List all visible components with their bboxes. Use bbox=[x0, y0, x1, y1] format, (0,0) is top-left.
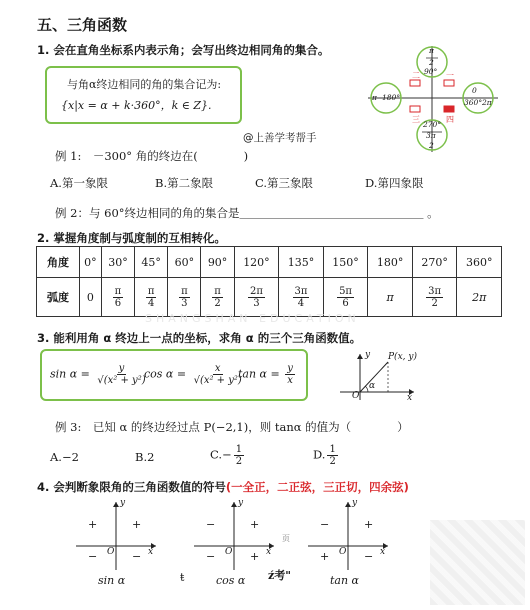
quadrant-mark-4: 四 bbox=[446, 115, 454, 124]
degree-cell: 135° bbox=[279, 247, 324, 278]
top-deg: 90° bbox=[424, 67, 438, 76]
trig-formula-box bbox=[40, 349, 308, 401]
radian-cell: $\frac{\pi}{2}$ bbox=[201, 278, 234, 317]
sign-graph-caption: sin α bbox=[98, 574, 126, 587]
example1-option-d: D.第四象限 bbox=[365, 176, 424, 190]
radian-cell: $\frac{\pi}{6}$ bbox=[101, 278, 134, 317]
left-deg: 180° bbox=[382, 93, 401, 102]
bottom-deg: 270° bbox=[423, 120, 442, 129]
item3-heading: 3. 能利用角 α 终边上一点的坐标，求角 α 的三个三角函数值。 bbox=[37, 331, 362, 345]
coterminal-set-box bbox=[45, 66, 242, 124]
radian-cell: $\frac{5\pi}{6}$ bbox=[323, 278, 368, 317]
stray-mark-left: ŧ bbox=[180, 571, 185, 584]
bottom-den: 2 bbox=[429, 141, 434, 150]
sin-formula-frac: $\frac{y}{\text{√(x² + y²)}}$ bbox=[97, 363, 146, 386]
sign-graph-cos: y x O + − − + cos α bbox=[190, 496, 278, 592]
item4-heading: 4. 会判断象限角的三角函数值的符号(一全正，二正弦，三正切，四余弦) bbox=[37, 480, 409, 494]
radian-cell: 2π bbox=[457, 278, 502, 317]
point-diagram-labels bbox=[338, 350, 418, 402]
radian-row-label: 弧度 bbox=[37, 278, 80, 317]
pad-point-label: P(x, y) bbox=[388, 352, 417, 362]
example1-option-b: B.第二象限 bbox=[155, 176, 214, 190]
tan-formula-lhs: tan α = bbox=[238, 367, 280, 381]
example1-option-a: A.第一象限 bbox=[50, 176, 108, 190]
pad-y-label: y bbox=[365, 350, 371, 360]
example1-question: 例 1: －300° 角的终边在( ) bbox=[55, 149, 249, 163]
cos-formula-frac: $\frac{x}{\text{√(x² + y²)}}$ bbox=[193, 363, 242, 386]
degree-row bbox=[37, 247, 502, 278]
right-zero: 0 bbox=[472, 86, 477, 95]
top-num: π bbox=[429, 46, 434, 55]
example3-option-a: A.−2 bbox=[50, 450, 79, 464]
blurred-corner-overlay bbox=[430, 520, 525, 605]
pad-angle-label: α bbox=[369, 381, 376, 391]
pad-origin-label: O bbox=[352, 391, 360, 401]
radian-cell: $\frac{\pi}{3}$ bbox=[168, 278, 201, 317]
degree-cell: 45° bbox=[135, 247, 168, 278]
cos-formula-lhs: cos α = bbox=[144, 367, 187, 381]
radian-cell: $\frac{2\pi}{3}$ bbox=[234, 278, 279, 317]
degree-cell: 0° bbox=[80, 247, 102, 278]
sign-graph-sin: y x O + + − − sin α bbox=[72, 496, 160, 592]
degree-row-label: 角度 bbox=[37, 247, 80, 278]
quadrant-mark-3: 三 bbox=[412, 115, 420, 124]
item1-heading: 1. 会在直角坐标系内表示角；会写出终边相同角的集合。 bbox=[37, 43, 330, 57]
left-pi: π bbox=[372, 93, 377, 102]
radian-cell: 0 bbox=[80, 278, 102, 317]
right-deg: 360° bbox=[464, 98, 483, 107]
degree-cell: 90° bbox=[201, 247, 234, 278]
sign-graph-tan: y x O + − + − tan α bbox=[304, 496, 392, 592]
section-title: 五、三角函数 bbox=[37, 16, 128, 34]
credit-handle: @上善学考帮手 bbox=[243, 132, 317, 144]
stray-mark-mid: ź考" bbox=[268, 569, 291, 582]
example3-option-b: B.2 bbox=[135, 450, 155, 464]
degree-cell: 270° bbox=[412, 247, 457, 278]
bottom-num: 3π bbox=[426, 131, 436, 140]
radian-row bbox=[37, 278, 502, 317]
example2-question: 例 2：与 60°终边相同的角的集合是＿＿＿＿＿＿＿＿＿＿＿＿＿＿＿＿ 。 bbox=[55, 206, 439, 220]
item4-heading-rule: (一全正，二正弦，三正切，四余弦) bbox=[225, 480, 409, 494]
degree-cell: 180° bbox=[368, 247, 413, 278]
coterminal-box-line1: 与角α终边相同的角的集合记为: bbox=[67, 78, 222, 91]
coterminal-box-formula: {x|x = α + k·360°，k ∈ Z}. bbox=[61, 99, 212, 112]
degree-cell: 360° bbox=[457, 247, 502, 278]
quadrant-mark-1: 一 bbox=[446, 71, 454, 80]
item2-heading: 2. 掌握角度制与弧度制的互相转化。 bbox=[37, 231, 226, 245]
degree-cell: 150° bbox=[323, 247, 368, 278]
pad-x-label: x bbox=[407, 393, 413, 403]
radian-cell: $\frac{\pi}{4}$ bbox=[135, 278, 168, 317]
degree-cell: 60° bbox=[168, 247, 201, 278]
stray-mark-top: 页 bbox=[282, 534, 290, 543]
angle-radian-table bbox=[36, 246, 502, 317]
example3-question: 例 3: 已知 α 的终边经过点 P(−2,1)，则 tanα 的值为（ ） bbox=[55, 420, 409, 434]
example3-option-d: D. $\frac{1}{2}$ bbox=[313, 444, 336, 467]
quadrant-mark-2: 二 bbox=[412, 71, 420, 80]
top-den: 2 bbox=[429, 58, 434, 67]
sin-formula-lhs: sin α = bbox=[50, 367, 90, 381]
quadrant-diagram-labels bbox=[360, 40, 505, 160]
tan-formula-frac: $\frac{y}{x}$ bbox=[287, 363, 293, 386]
example3-option-c: C.− $\frac{1}{2}$ bbox=[210, 444, 243, 467]
radian-cell: $\frac{3\pi}{2}$ bbox=[412, 278, 457, 317]
watermark-text: SHANGSHAN EDUCATION bbox=[145, 312, 360, 325]
right-2pi: 2π bbox=[482, 98, 492, 107]
degree-cell: 30° bbox=[101, 247, 134, 278]
degree-cell: 120° bbox=[234, 247, 279, 278]
sign-graph-caption: cos α bbox=[216, 574, 246, 587]
example1-option-c: C.第三象限 bbox=[255, 176, 314, 190]
radian-cell: π bbox=[368, 278, 413, 317]
sign-graph-caption: tan α bbox=[330, 574, 359, 587]
radian-cell: $\frac{3\pi}{4}$ bbox=[279, 278, 324, 317]
